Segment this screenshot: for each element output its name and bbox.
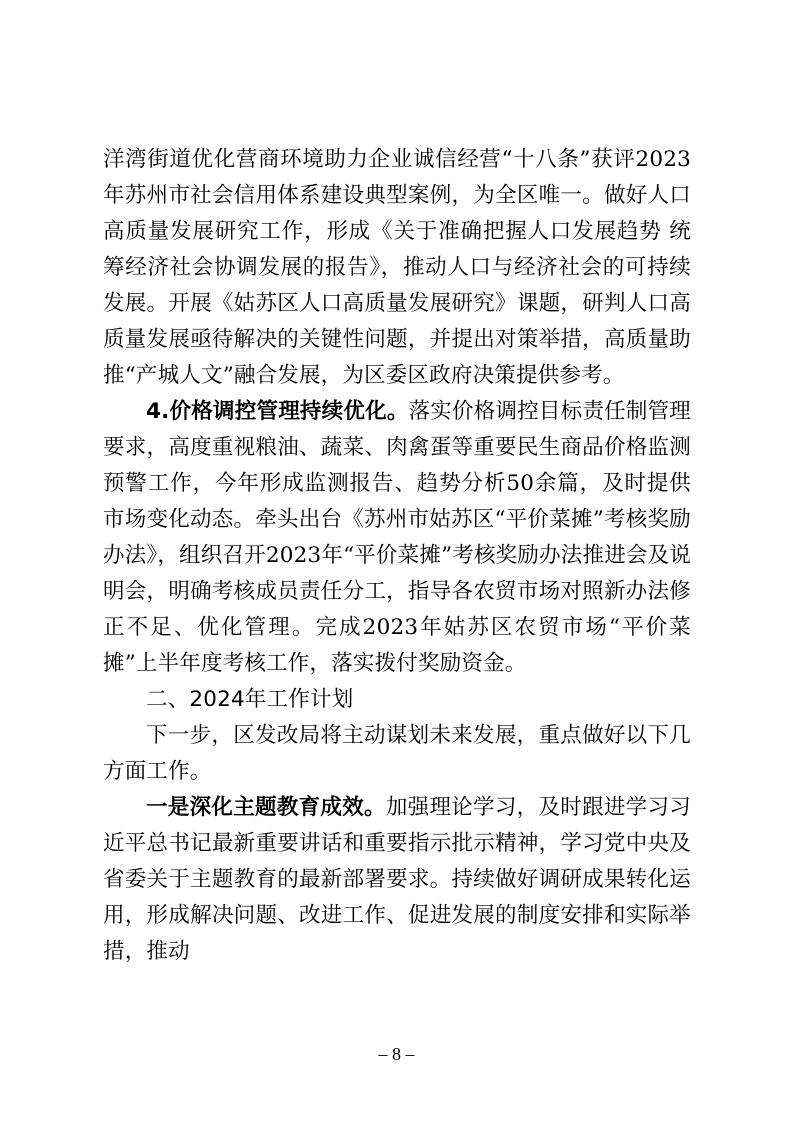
paragraph-price-control-body: 落实价格调控目标责任制管理要求，高度重视粮油、蔬菜、肉禽蛋等重要民生商品价格监测预警工作，今年形成监测报告、趋势分析50余篇，及时提供市场变化动态。牵头出台《苏州市姑苏区“平价菜摊”考核奖励办法》，组织召开2023年“平价菜摊”考核奖励办法推进会及说明会，明确考核成员责任分工，指导各农贸市场对照新办法修正不足、优化管理。完成2023年姑苏区农贸市场“平价菜摊”上半年度考核工作，落实拨付奖励资金。 (103, 399, 691, 676)
paragraph-credit-and-population: 洋湾街道优化营商环境助力企业诚信经营“十八条”获评2023年苏州市社会信用体系建设典型案例，为全区唯一。做好人口高质量发展研究工作，形成《关于准确把握人口发展趋势 统筹经济社会协调发展的报告》，推动人口与经济社会的可持续发展。开展《姑苏区人口高质量发展研究》课题，研判人口高质量发展亟待解决的关键性问题，并提出对策举措，高质量助推“产城人文”融合发展，为区委区政府决策提供参考。 (103, 147, 691, 388)
section-lead-price-control: 4.价格调控管理持续优化。 (146, 399, 409, 424)
paragraph-theme-education-body: 加强理论学习，及时跟进学习习近平总书记最新重要讲话和重要指示批示精神，学习党中央及省委关于主题教育的最新部署要求。持续做好调研成果转化运用，形成解决问题、改进工作、促进发展的制度安排和实际举措，推动 (103, 795, 691, 964)
paragraph-next-steps: 下一步，区发改局将主动谋划未来发展，重点做好以下几方面工作。 (103, 723, 691, 784)
section-lead-theme-education: 一是深化主题教育成效。 (146, 795, 386, 820)
paragraph-theme-education (103, 790, 691, 970)
page-number: – 8 – (378, 1044, 415, 1064)
section-heading-2024-plan: 二、2024年工作计划 (146, 687, 354, 712)
paragraph-price-control (103, 394, 691, 682)
document-body (103, 142, 691, 970)
